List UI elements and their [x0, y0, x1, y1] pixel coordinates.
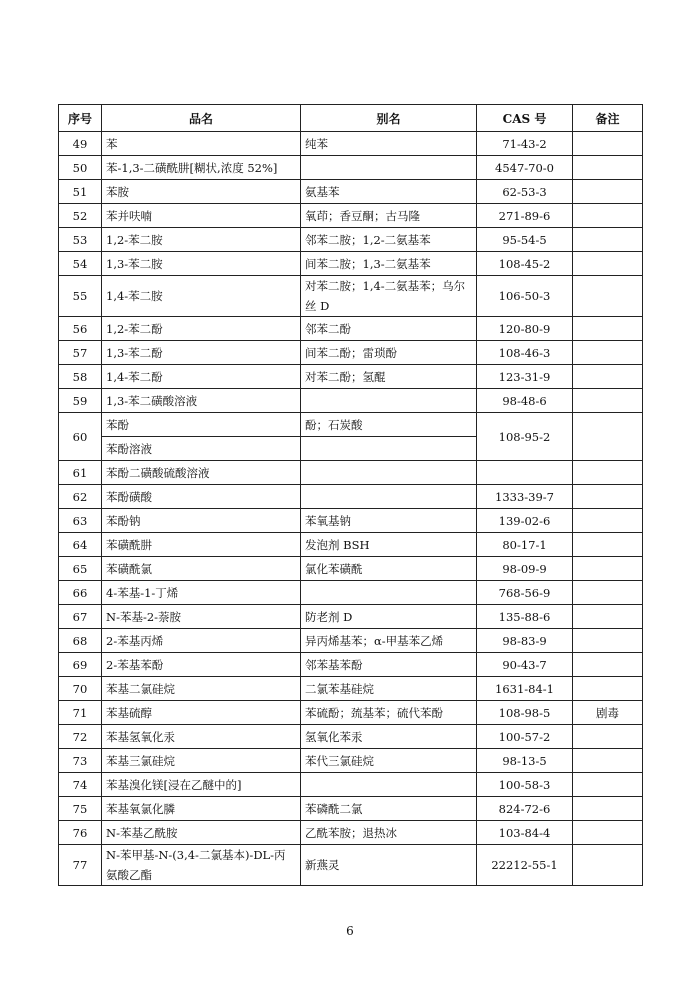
- row-name: 苯磺酰肼: [102, 533, 301, 557]
- row-alias: 间苯二酚；雷琐酚: [301, 341, 477, 365]
- table-row: [59, 389, 643, 413]
- row-name: 苯基二氯硅烷: [102, 677, 301, 701]
- table-row: [59, 821, 643, 845]
- row-name: N-苯基乙酰胺: [102, 821, 301, 845]
- row-note: [573, 821, 643, 845]
- row-cas: 108-95-2: [477, 413, 573, 461]
- row-alias: 邻苯二酚: [301, 317, 477, 341]
- row-note: [573, 749, 643, 773]
- row-note: [573, 725, 643, 749]
- table-row: [59, 773, 643, 797]
- row-num: 74: [59, 773, 102, 797]
- table-row: [59, 228, 643, 252]
- row-name: 苯磺酰氯: [102, 557, 301, 581]
- table-header-row: [59, 105, 643, 132]
- row-alias: 氢氧化苯汞: [301, 725, 477, 749]
- row-alias: 对苯二酚；氢醌: [301, 365, 477, 389]
- row-name: 苯基溴化镁[浸在乙醚中的]: [102, 773, 301, 797]
- row-num: 54: [59, 252, 102, 276]
- row-alias: 邻苯基苯酚: [301, 653, 477, 677]
- row-name: 苯基氧氯化膦: [102, 797, 301, 821]
- row-name: 苯并呋喃: [102, 204, 301, 228]
- row-alias: 纯苯: [301, 132, 477, 156]
- row-name: 2-苯基苯酚: [102, 653, 301, 677]
- row-note: [573, 276, 643, 317]
- table-row: [59, 365, 643, 389]
- row-num: 63: [59, 509, 102, 533]
- table-row: [59, 701, 643, 725]
- row-cas: 1631-84-1: [477, 677, 573, 701]
- row-note: [573, 557, 643, 581]
- row-name: 1,3-苯二磺酸溶液: [102, 389, 301, 413]
- row-cas: 71-43-2: [477, 132, 573, 156]
- table-row: [59, 413, 643, 437]
- row-note: [573, 413, 643, 461]
- table-row: [59, 156, 643, 180]
- row-num: 71: [59, 701, 102, 725]
- row-num: 59: [59, 389, 102, 413]
- header-note: 备注: [573, 105, 643, 132]
- row-note: [573, 797, 643, 821]
- row-note: [573, 485, 643, 509]
- table-row: [59, 341, 643, 365]
- row-name: N-苯甲基-N-(3,4-二氯基本)-DL-丙氨酸乙酯: [102, 845, 301, 886]
- table-row: [59, 629, 643, 653]
- table-row: [59, 276, 643, 317]
- table-row: [59, 533, 643, 557]
- row-alias: [301, 437, 477, 461]
- row-note: [573, 252, 643, 276]
- row-alias: 氯化苯磺酰: [301, 557, 477, 581]
- row-note: [573, 605, 643, 629]
- row-cas: 100-58-3: [477, 773, 573, 797]
- row-note: [573, 629, 643, 653]
- table-row: [59, 180, 643, 204]
- row-alias: 苯代三氯硅烷: [301, 749, 477, 773]
- row-num: 73: [59, 749, 102, 773]
- row-note: [573, 677, 643, 701]
- row-note: [573, 533, 643, 557]
- row-note: [573, 341, 643, 365]
- row-num: 55: [59, 276, 102, 317]
- row-alias: 新燕灵: [301, 845, 477, 886]
- row-note: [573, 389, 643, 413]
- row-num: 65: [59, 557, 102, 581]
- row-alias: 乙酰苯胺；退热冰: [301, 821, 477, 845]
- row-note: [573, 653, 643, 677]
- row-alias: 异丙烯基苯；α-甲基苯乙烯: [301, 629, 477, 653]
- row-cas: 95-54-5: [477, 228, 573, 252]
- table-row: [59, 725, 643, 749]
- row-alias: [301, 485, 477, 509]
- table-row: [59, 317, 643, 341]
- page-number: 6: [346, 924, 354, 938]
- row-name: 苯: [102, 132, 301, 156]
- row-cas: 120-80-9: [477, 317, 573, 341]
- row-alias: 间苯二胺；1,3-二氨基苯: [301, 252, 477, 276]
- row-num: 52: [59, 204, 102, 228]
- row-alias: 氧茚；香豆酮；古马隆: [301, 204, 477, 228]
- row-alias: 苯氧基钠: [301, 509, 477, 533]
- row-cas: [477, 461, 573, 485]
- row-alias: [301, 461, 477, 485]
- row-name: N-苯基-2-萘胺: [102, 605, 301, 629]
- table-row: [59, 557, 643, 581]
- header-num: 序号: [59, 105, 102, 132]
- row-num: 61: [59, 461, 102, 485]
- table-row: [59, 485, 643, 509]
- table-row: [59, 252, 643, 276]
- row-num: 50: [59, 156, 102, 180]
- row-cas: 4547-70-0: [477, 156, 573, 180]
- table-row: [59, 605, 643, 629]
- row-num: 56: [59, 317, 102, 341]
- table-row: [59, 677, 643, 701]
- row-alias: 发泡剂 BSH: [301, 533, 477, 557]
- row-num: 53: [59, 228, 102, 252]
- row-name: 苯基硫醇: [102, 701, 301, 725]
- row-alias: 对苯二胺；1,4-二氨基苯；乌尔丝 D: [301, 276, 477, 317]
- row-note: [573, 581, 643, 605]
- header-alias: 别名: [301, 105, 477, 132]
- row-note: [573, 509, 643, 533]
- row-name: 苯酚磺酸: [102, 485, 301, 509]
- table-row: [59, 797, 643, 821]
- row-num: 58: [59, 365, 102, 389]
- row-note: [573, 317, 643, 341]
- row-cas: 139-02-6: [477, 509, 573, 533]
- row-num: 76: [59, 821, 102, 845]
- header-cas: CAS 号: [477, 105, 573, 132]
- row-name: 苯胺: [102, 180, 301, 204]
- row-num: 51: [59, 180, 102, 204]
- row-cas: 108-98-5: [477, 701, 573, 725]
- row-name: 1,2-苯二酚: [102, 317, 301, 341]
- row-name: 1,4-苯二酚: [102, 365, 301, 389]
- row-num: 60: [59, 413, 102, 461]
- row-cas: 98-09-9: [477, 557, 573, 581]
- table-row: [59, 132, 643, 156]
- row-alias: 邻苯二胺；1,2-二氨基苯: [301, 228, 477, 252]
- row-name: 苯酚溶液: [102, 437, 301, 461]
- row-cas: 103-84-4: [477, 821, 573, 845]
- row-num: 62: [59, 485, 102, 509]
- row-num: 64: [59, 533, 102, 557]
- row-cas: 98-13-5: [477, 749, 573, 773]
- row-cas: 1333-39-7: [477, 485, 573, 509]
- table-row: [59, 581, 643, 605]
- table-row: [59, 461, 643, 485]
- row-cas: 90-43-7: [477, 653, 573, 677]
- row-name: 1,3-苯二酚: [102, 341, 301, 365]
- row-alias: [301, 773, 477, 797]
- row-note: [573, 773, 643, 797]
- row-num: 67: [59, 605, 102, 629]
- row-num: 72: [59, 725, 102, 749]
- row-note: [573, 461, 643, 485]
- row-cas: 271-89-6: [477, 204, 573, 228]
- row-cas: 100-57-2: [477, 725, 573, 749]
- row-name: 苯-1,3-二磺酰肼[糊状,浓度 52%]: [102, 156, 301, 180]
- row-num: 77: [59, 845, 102, 886]
- row-num: 70: [59, 677, 102, 701]
- table-row: [59, 204, 643, 228]
- row-alias: 苯硫酚；巯基苯；硫代苯酚: [301, 701, 477, 725]
- table-row: [59, 653, 643, 677]
- row-cas: 135-88-6: [477, 605, 573, 629]
- row-note: [573, 845, 643, 886]
- row-num: 68: [59, 629, 102, 653]
- row-alias: 氨基苯: [301, 180, 477, 204]
- row-note: [573, 204, 643, 228]
- row-name: 1,3-苯二胺: [102, 252, 301, 276]
- row-num: 49: [59, 132, 102, 156]
- table-row: [59, 845, 643, 886]
- row-cas: 98-83-9: [477, 629, 573, 653]
- row-alias: [301, 581, 477, 605]
- row-alias: 苯磷酰二氯: [301, 797, 477, 821]
- chemical-table: [58, 104, 643, 886]
- row-name: 苯酚二磺酸硫酸溶液: [102, 461, 301, 485]
- row-cas: 824-72-6: [477, 797, 573, 821]
- row-num: 69: [59, 653, 102, 677]
- row-name: 苯基三氯硅烷: [102, 749, 301, 773]
- row-note: [573, 156, 643, 180]
- row-alias: [301, 156, 477, 180]
- table-row: [59, 509, 643, 533]
- row-cas: 768-56-9: [477, 581, 573, 605]
- row-cas: 106-50-3: [477, 276, 573, 317]
- row-name: 苯酚: [102, 413, 301, 437]
- row-note: [573, 180, 643, 204]
- row-name: 苯酚钠: [102, 509, 301, 533]
- row-cas: 123-31-9: [477, 365, 573, 389]
- row-note: [573, 132, 643, 156]
- row-name: 2-苯基丙烯: [102, 629, 301, 653]
- row-cas: 108-45-2: [477, 252, 573, 276]
- row-alias: [301, 389, 477, 413]
- row-note: [573, 365, 643, 389]
- row-alias: 防老剂 D: [301, 605, 477, 629]
- row-cas: 98-48-6: [477, 389, 573, 413]
- row-num: 75: [59, 797, 102, 821]
- row-name: 1,4-苯二胺: [102, 276, 301, 317]
- header-name: 品名: [102, 105, 301, 132]
- row-cas: 80-17-1: [477, 533, 573, 557]
- row-alias: 酚；石炭酸: [301, 413, 477, 437]
- row-name: 苯基氢氧化汞: [102, 725, 301, 749]
- row-num: 66: [59, 581, 102, 605]
- row-cas: 62-53-3: [477, 180, 573, 204]
- row-note: 剧毒: [573, 701, 643, 725]
- row-note: [573, 228, 643, 252]
- row-name: 1,2-苯二胺: [102, 228, 301, 252]
- row-cas: 22212-55-1: [477, 845, 573, 886]
- table-row: [59, 749, 643, 773]
- row-cas: 108-46-3: [477, 341, 573, 365]
- row-alias: 二氯苯基硅烷: [301, 677, 477, 701]
- row-num: 57: [59, 341, 102, 365]
- row-name: 4-苯基-1-丁烯: [102, 581, 301, 605]
